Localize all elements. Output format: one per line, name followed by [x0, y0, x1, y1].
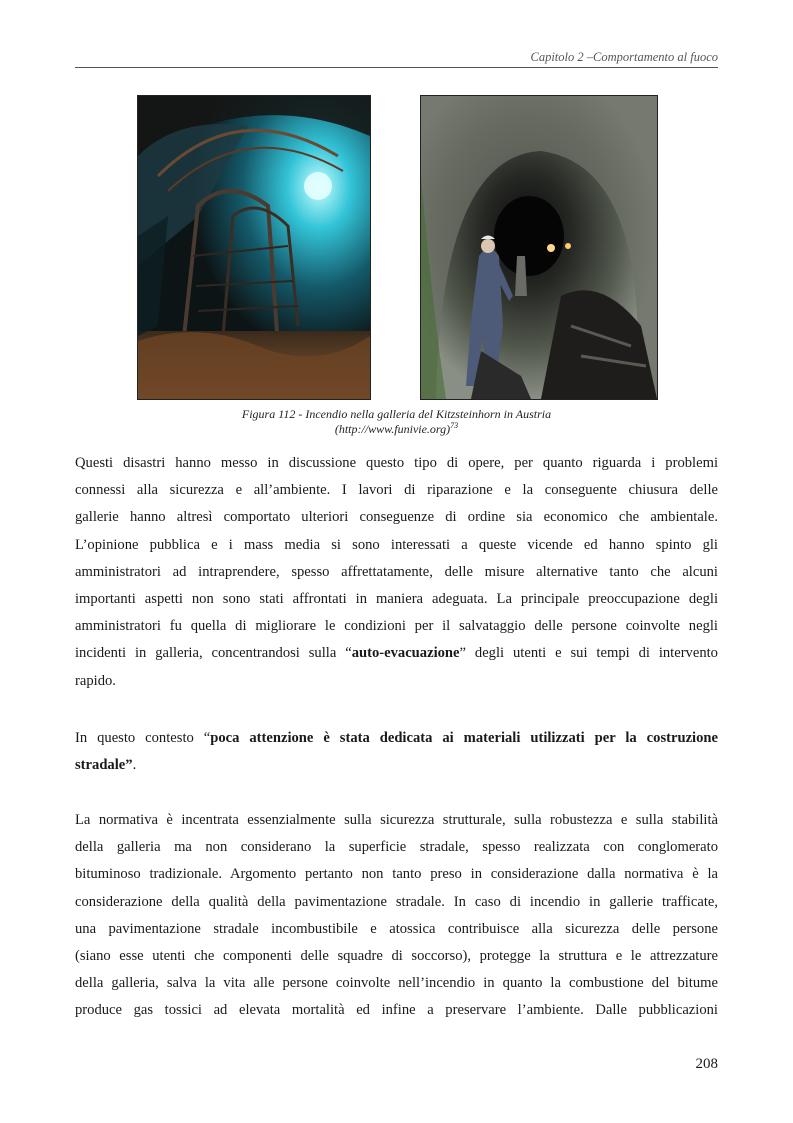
running-title: Capitolo 2 –Comportamento al fuoco [530, 50, 718, 64]
bold-statement: poca attenzione è stata dedicata ai materiali utilizzati per la costruzione [210, 730, 718, 746]
tunnel-fire-photo-right [420, 95, 658, 400]
text-line: bituminoso tradizionale. Argomento pertanto non tanto preso in considerazione dalla normativa è la [75, 866, 718, 883]
text-line: rapido. [75, 672, 116, 689]
text-line: amministratori fu quella di migliorare le condizioni per il salvataggio delle persone coinvolte negli [75, 618, 718, 635]
figure-caption: Figura 112 - Incendio nella galleria del Kitzsteinhorn in Austria [241, 407, 552, 421]
text-line: della galleria, salva la vita alle persone coinvolte nell’incendio in quanto la combustione del bitume [75, 975, 718, 992]
running-header [75, 50, 718, 68]
bold-statement-end: stradale” [75, 757, 133, 774]
tunnel-fire-photo-left [137, 95, 371, 400]
text-line: amministratori ad intraprendere, spesso affrettatamente, delle misure alternative tanto che alcuni [75, 563, 718, 580]
text-line: (siano esse utenti che componenti delle squadre di soccorso), protegge la struttura e le attrezzature [75, 947, 718, 964]
text-line: importanti aspetti non sono stati affrontati in maniera adeguata. La principale preoccupazione degli [75, 590, 718, 607]
text-line: incidenti in galleria, concentrandosi sulla “auto-evacuazione” degli utenti e sui tempi di intervento [75, 645, 718, 662]
bold-term-auto-evacuazione: auto-evacuazione [351, 645, 460, 662]
text-line: della galleria ma non considerano la superficie stradale, spesso realizzata con conglomerato [75, 839, 718, 856]
paragraph-regulation [75, 807, 718, 1025]
footnote-ref: 73 [450, 421, 459, 430]
text-line: considerazione della qualità della pavimentazione stradale. In caso di incendio in gallerie trafficate, [75, 893, 718, 910]
text-line: L’opinione pubblica e i mass media si sono interessati a queste vicende ed hanno spinto gli [75, 536, 718, 553]
text-line: produce gas tossici ad elevata mortalità ed infine a preservare l’ambiente. Dalle pubblicazioni [75, 1002, 718, 1019]
paragraph-disasters [75, 450, 718, 695]
text-line: connessi alla sicurezza e all’ambiente. I lavori di riparazione e la conseguente chiusura delle [75, 482, 718, 499]
text-line: La normativa è incentrata essenzialmente sulla sicurezza strutturale, sulla robustezza e sulla stabilità [75, 812, 718, 828]
text-line: stradale”. [75, 757, 137, 774]
text-line: Questi disastri hanno messo in discussione questo tipo di opere, per quanto riguarda i problemi [75, 455, 718, 471]
text-line: In questo contesto “poca attenzione è stata dedicata ai materiali utilizzati per la costruzione [75, 730, 718, 746]
paragraph-context [75, 725, 718, 779]
text-line: gallerie hanno altresì comportato ulteriori conseguenze di ordine sia economico che ambientale. [75, 509, 718, 526]
figure-source-url: (http://www.funivie.org) [334, 422, 451, 436]
figure-source [75, 421, 718, 437]
page-number: 208 [695, 1056, 718, 1072]
text-line: una pavimentazione stradale incombustibile e atossica contribuisce alla sicurezza delle persone [75, 920, 718, 937]
